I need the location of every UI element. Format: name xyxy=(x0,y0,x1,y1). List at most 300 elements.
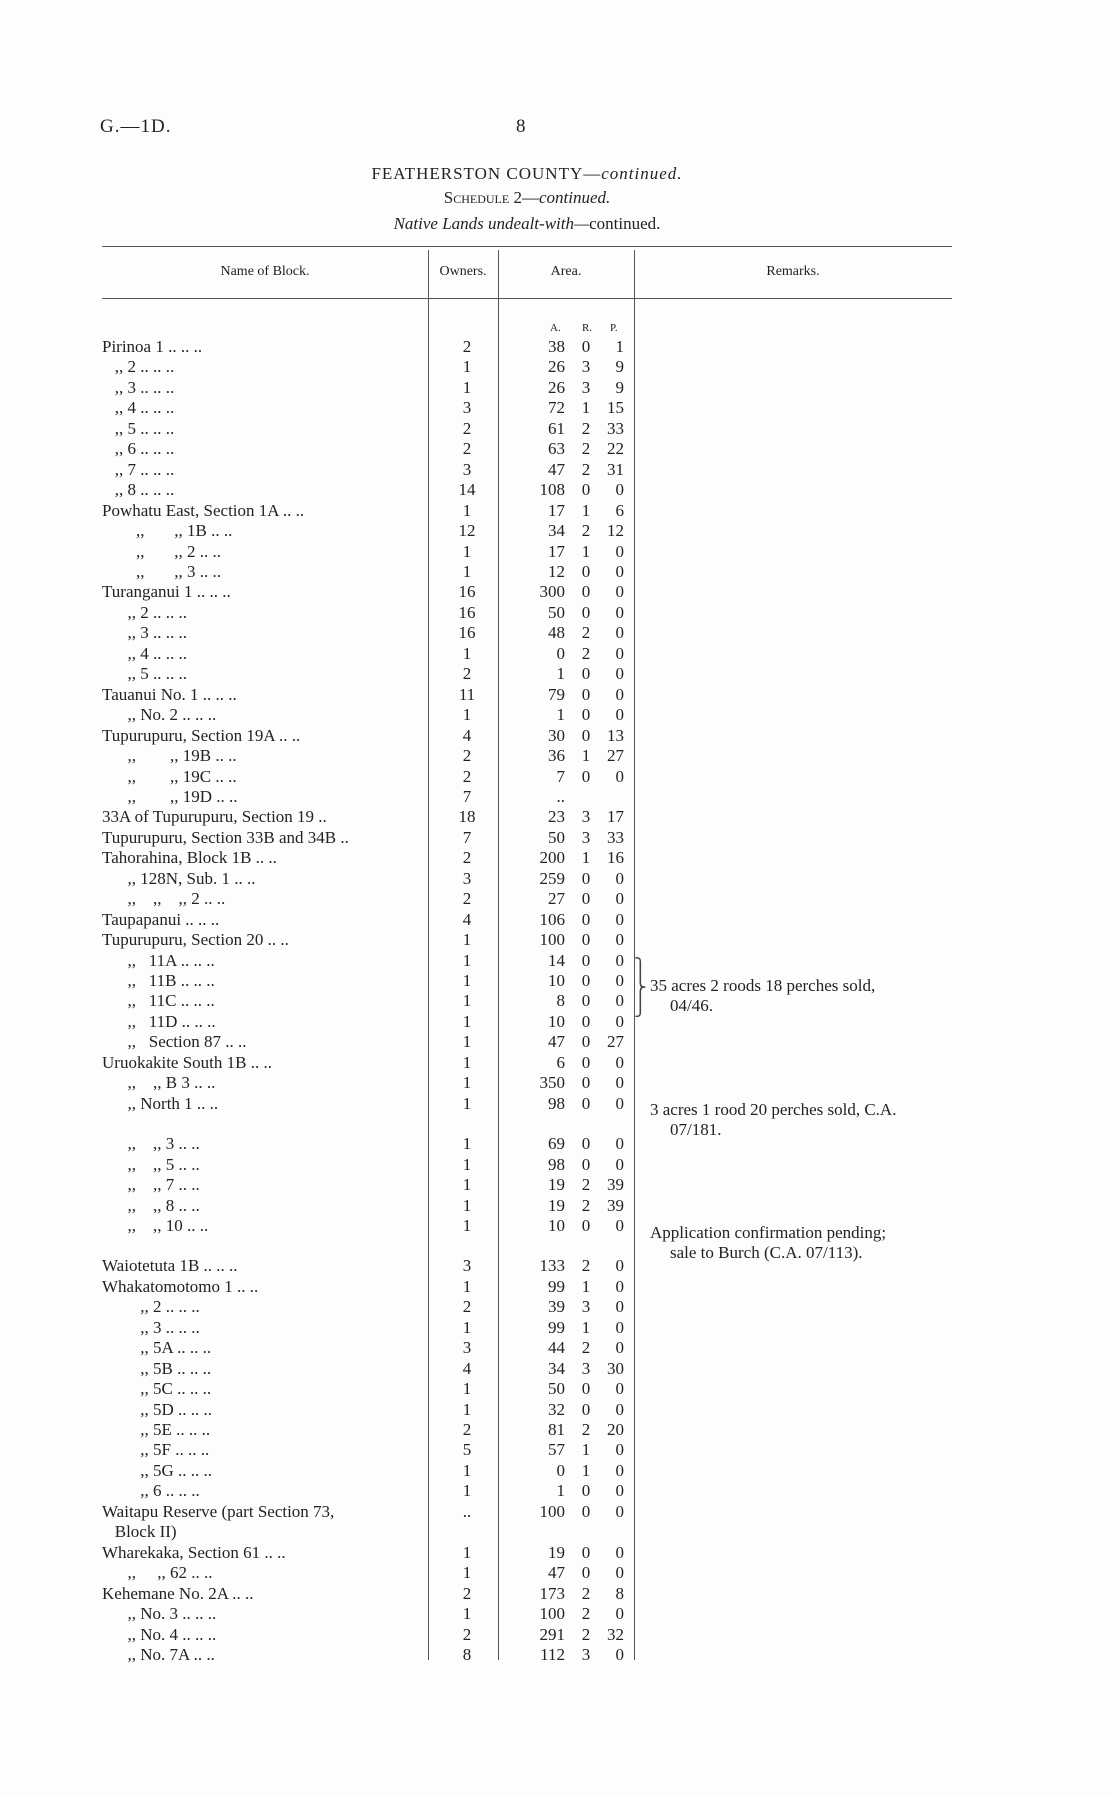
table-row xyxy=(0,582,1114,602)
block-name: ,, 2 .. .. .. xyxy=(102,602,187,622)
block-name: ,, ,, 7 .. .. xyxy=(102,1175,200,1194)
area-acres: 27 xyxy=(548,889,565,909)
block-name: ,, 128N, Sub. 1 .. .. xyxy=(102,868,256,888)
owners-count: 11 xyxy=(458,684,476,704)
block-name: ,, No. 7A .. .. xyxy=(102,1644,215,1664)
owners-count: 1 xyxy=(462,562,472,581)
area-perches: 0 xyxy=(615,1093,624,1113)
header-name-of-block: Name of Block. xyxy=(220,264,310,279)
area-roods: 1 xyxy=(581,1276,591,1296)
area-acres: 98 xyxy=(548,1154,565,1174)
schedule-title-main: Schedule 2— xyxy=(443,188,539,207)
owners-count: 2 xyxy=(462,664,472,684)
area-perches: 0 xyxy=(615,1276,624,1296)
block-name: ,, 11D .. .. .. xyxy=(102,1011,216,1031)
remark-confirmation-pending xyxy=(650,1223,950,1263)
owners-count: 2 xyxy=(462,439,472,459)
block-name: ,, 11B .. .. .. xyxy=(102,971,215,990)
subtitle-cont: continued. xyxy=(589,214,661,233)
table-row xyxy=(0,398,1114,418)
remark-line: 07/181. xyxy=(670,1120,722,1139)
area-roods: 3 xyxy=(581,357,591,377)
table-row xyxy=(0,1196,1114,1216)
table-row xyxy=(0,910,1114,930)
area-roods: 1 xyxy=(581,541,591,561)
area-perches: 15 xyxy=(607,398,624,418)
table-row xyxy=(0,1277,1114,1297)
area-perches: 16 xyxy=(607,848,624,868)
owners-count: 1 xyxy=(462,1481,472,1501)
area-perches: 0 xyxy=(615,1338,624,1358)
table-row xyxy=(0,1175,1114,1195)
area-acres: 0 xyxy=(556,643,565,663)
owners-count: 1 xyxy=(462,1542,472,1562)
area-roods: 1 xyxy=(581,848,591,868)
block-name: ,, 3 .. .. .. xyxy=(102,623,187,643)
area-roods: 0 xyxy=(581,909,591,929)
owners-count: 1 xyxy=(462,541,472,561)
area-perches: 0 xyxy=(615,1073,624,1093)
header-owners: Owners. xyxy=(439,264,487,279)
area-perches: 33 xyxy=(607,418,624,438)
area-perches: 0 xyxy=(615,664,624,684)
owners-count: 2 xyxy=(462,1624,472,1644)
area-perches: 20 xyxy=(607,1420,624,1439)
table-row xyxy=(0,439,1114,459)
area-roods: 0 xyxy=(581,1052,591,1072)
area-acres: 112 xyxy=(540,1644,565,1664)
table-row xyxy=(0,1420,1114,1440)
table-row xyxy=(0,1400,1114,1420)
area-acres: 1 xyxy=(556,705,565,725)
block-name: ,, ,, 5 .. .. xyxy=(102,1154,200,1174)
area-roods: 3 xyxy=(581,1297,591,1317)
area-perches: 0 xyxy=(615,684,624,704)
table-row xyxy=(0,1155,1114,1175)
area-acres: 50 xyxy=(548,602,565,622)
area-acres: 47 xyxy=(548,1563,565,1583)
area-roods: 0 xyxy=(581,684,591,704)
block-name: Tupurupuru, Section 20 .. .. xyxy=(102,930,289,950)
area-perches: 0 xyxy=(615,1297,624,1317)
area-acres: 48 xyxy=(548,623,565,643)
area-roods: 1 xyxy=(581,1440,591,1460)
owners-count: 1 xyxy=(462,1175,472,1194)
block-name: ,, ,, 62 .. .. xyxy=(102,1563,213,1583)
area-perches: 0 xyxy=(615,541,624,561)
table-row xyxy=(0,521,1114,541)
table-row xyxy=(0,378,1114,398)
area-perches: 0 xyxy=(615,1256,624,1276)
block-name: Block II) xyxy=(102,1522,177,1542)
block-name: ,, ,, ,, 2 .. .. xyxy=(102,889,226,909)
area-acres: 50 xyxy=(548,1379,565,1399)
block-name: ,, 5G .. .. .. xyxy=(102,1460,213,1480)
area-acres: 63 xyxy=(548,439,565,459)
table-row xyxy=(0,1359,1114,1379)
area-acres: 23 xyxy=(548,807,565,827)
owners-count: 1 xyxy=(462,950,472,970)
area-roods: 0 xyxy=(581,971,591,990)
block-name: Tupurupuru, Section 33B and 34B .. xyxy=(102,827,349,847)
table-row xyxy=(0,1481,1114,1501)
owners-count: 2 xyxy=(462,1583,472,1603)
block-name: ,, 3 .. .. .. xyxy=(102,377,175,397)
block-name: ,, 11C .. .. .. xyxy=(102,991,215,1011)
area-acres: 10 xyxy=(548,1215,565,1235)
block-name: Waitapu Reserve (part Section 73, xyxy=(102,1501,335,1521)
block-name: ,, 5B .. .. .. xyxy=(102,1358,212,1378)
area-perches: 0 xyxy=(615,602,624,622)
area-acres: 106 xyxy=(539,909,565,929)
table-row xyxy=(0,419,1114,439)
area-acres: 47 xyxy=(548,459,565,479)
area-roods: 0 xyxy=(581,889,591,909)
area-roods: 2 xyxy=(581,439,591,459)
area-acres: 19 xyxy=(548,1195,565,1215)
header-area: Area. xyxy=(550,264,582,279)
area-acres: 100 xyxy=(539,1604,565,1623)
block-name: ,, 4 .. .. .. xyxy=(102,643,187,663)
subtitle-main: Native Lands undealt-with— xyxy=(393,214,590,233)
area-perches: 0 xyxy=(615,623,624,643)
area-acres: 200 xyxy=(539,848,565,868)
table-row xyxy=(0,1073,1114,1093)
area-perches: 13 xyxy=(607,725,624,745)
page-ref: G.—1D. xyxy=(100,116,172,137)
area-perches: 0 xyxy=(615,766,624,786)
owners-count: .. xyxy=(462,1501,472,1521)
area-acres: 30 xyxy=(548,725,565,745)
table-row xyxy=(0,787,1114,807)
owners-count: 1 xyxy=(462,500,472,520)
area-acres: 32 xyxy=(548,1399,565,1419)
table-row xyxy=(0,562,1114,582)
area-acres: 10 xyxy=(548,1011,565,1031)
area-roods: 0 xyxy=(581,1501,591,1521)
area-acres: 300 xyxy=(539,582,565,602)
area-acres: 108 xyxy=(539,480,565,500)
remark-brace: ⎫ xyxy=(634,958,647,977)
area-perches: 0 xyxy=(615,909,624,929)
table-row xyxy=(0,623,1114,643)
area-roods: 3 xyxy=(581,1644,591,1664)
area-roods: 0 xyxy=(581,1093,591,1113)
owners-count: 5 xyxy=(462,1440,472,1460)
area-perches: 27 xyxy=(607,1032,624,1052)
area-acres: 1 xyxy=(556,664,565,684)
area-roods: 0 xyxy=(581,1134,591,1154)
area-acres: 7 xyxy=(556,766,565,786)
area-acres: 133 xyxy=(539,1256,565,1276)
area-perches: 0 xyxy=(615,582,624,602)
area-roods: 0 xyxy=(581,602,591,622)
owners-count: 1 xyxy=(462,1604,472,1623)
area-perches: 0 xyxy=(615,1604,624,1623)
table-row xyxy=(0,1032,1114,1052)
area-perches: 0 xyxy=(615,1215,624,1235)
owners-count: 1 xyxy=(462,1563,472,1583)
owners-count: 18 xyxy=(458,807,476,827)
block-name: ,, Section 87 .. .. xyxy=(102,1032,247,1052)
table-row xyxy=(0,930,1114,950)
remark-line: 04/46. xyxy=(670,996,713,1015)
block-name: Tauanui No. 1 .. .. .. xyxy=(102,684,237,704)
area-roods: 0 xyxy=(581,766,591,786)
owners-count: 1 xyxy=(462,1276,472,1296)
area-perches: 0 xyxy=(615,991,624,1011)
area-roods: 1 xyxy=(581,1317,591,1337)
owners-count: 3 xyxy=(462,1256,472,1276)
block-name: ,, 5F .. .. .. xyxy=(102,1440,210,1460)
table-row xyxy=(0,664,1114,684)
owners-count: 2 xyxy=(462,1297,472,1317)
owners-count: 1 xyxy=(462,357,472,377)
county-title-main: FEATHERSTON COUNTY— xyxy=(371,164,602,183)
block-name: ,, ,, 8 .. .. xyxy=(102,1195,200,1215)
table-row xyxy=(0,726,1114,746)
area-perches: 0 xyxy=(615,705,624,725)
remark-line: 35 acres 2 roods 18 perches sold, xyxy=(650,976,876,995)
owners-count: 1 xyxy=(462,1052,472,1072)
area-acres: 36 xyxy=(548,746,565,765)
table-row xyxy=(0,685,1114,705)
unit-roods: R. xyxy=(582,322,593,334)
area-perches: 0 xyxy=(615,1052,624,1072)
owners-count: 1 xyxy=(462,1379,472,1399)
area-roods: 2 xyxy=(581,1338,591,1358)
block-name: ,, 6 .. .. .. xyxy=(102,1481,200,1501)
area-roods: 0 xyxy=(581,725,591,745)
area-roods: 0 xyxy=(581,1379,591,1399)
area-roods: 3 xyxy=(581,377,591,397)
area-acres: 19 xyxy=(548,1542,565,1562)
area-acres: .. xyxy=(556,786,565,806)
area-acres: 0 xyxy=(556,1460,565,1480)
owners-count: 2 xyxy=(462,746,472,765)
area-perches: 0 xyxy=(615,889,624,909)
area-acres: 173 xyxy=(539,1583,565,1603)
area-roods: 0 xyxy=(581,991,591,1011)
area-roods: 1 xyxy=(581,1460,591,1480)
area-acres: 34 xyxy=(548,1358,565,1378)
remark-line: 3 acres 1 rood 20 perches sold, C.A. xyxy=(650,1100,897,1119)
unit-perches: P. xyxy=(610,322,618,334)
owners-count: 3 xyxy=(462,459,472,479)
area-acres: 72 xyxy=(548,398,565,418)
area-perches: 33 xyxy=(607,827,624,847)
area-acres: 350 xyxy=(539,1073,565,1093)
area-acres: 10 xyxy=(548,971,565,990)
area-roods: 0 xyxy=(581,562,591,581)
table-row xyxy=(0,357,1114,377)
area-perches: 8 xyxy=(615,1583,624,1603)
block-name: ,, ,, B 3 .. .. xyxy=(102,1073,216,1093)
owners-count: 16 xyxy=(458,623,476,643)
area-perches: 0 xyxy=(615,1481,624,1501)
area-acres: 26 xyxy=(548,377,565,397)
area-perches: 0 xyxy=(615,1317,624,1337)
owners-count: 1 xyxy=(462,930,472,950)
area-roods: 0 xyxy=(581,1215,591,1235)
area-roods: 0 xyxy=(581,582,591,602)
area-perches: 0 xyxy=(615,562,624,581)
table-row xyxy=(0,951,1114,971)
area-acres: 8 xyxy=(556,991,565,1011)
owners-count: 1 xyxy=(462,991,472,1011)
area-acres: 38 xyxy=(548,337,565,356)
area-perches: 0 xyxy=(615,1644,624,1664)
area-perches: 32 xyxy=(607,1624,624,1644)
owners-count: 1 xyxy=(462,1134,472,1154)
owners-count: 1 xyxy=(462,1195,472,1215)
block-name: ,, 2 .. .. .. xyxy=(102,1297,200,1317)
block-name: ,, ,, 19C .. .. xyxy=(102,766,237,786)
table-row xyxy=(0,1522,1114,1542)
area-acres: 99 xyxy=(548,1276,565,1296)
block-name: Waiotetuta 1B .. .. .. xyxy=(102,1256,238,1276)
table-row xyxy=(0,1379,1114,1399)
owners-count: 1 xyxy=(462,643,472,663)
table-row xyxy=(0,337,1114,357)
table-row xyxy=(0,869,1114,889)
area-acres: 81 xyxy=(548,1420,565,1439)
owners-count: 12 xyxy=(458,521,476,540)
area-perches: 0 xyxy=(615,1011,624,1031)
area-roods: 3 xyxy=(581,827,591,847)
block-name: Tupurupuru, Section 19A .. .. xyxy=(102,725,301,745)
area-acres: 6 xyxy=(556,1052,565,1072)
owners-count: 1 xyxy=(462,1032,472,1052)
area-roods: 0 xyxy=(581,1011,591,1031)
table-row xyxy=(0,848,1114,868)
area-acres: 1 xyxy=(556,1481,565,1501)
area-perches: 0 xyxy=(615,1563,624,1583)
area-roods: 1 xyxy=(581,746,591,765)
area-roods: 2 xyxy=(581,1583,591,1603)
block-name: Whakatomotomo 1 .. .. xyxy=(102,1276,259,1296)
area-roods: 0 xyxy=(581,705,591,725)
area-acres: 17 xyxy=(548,541,565,561)
owners-count: 4 xyxy=(462,725,472,745)
block-name: Wharekaka, Section 61 .. .. xyxy=(102,1542,286,1562)
area-acres: 26 xyxy=(548,357,565,377)
area-roods: 3 xyxy=(581,807,591,827)
owners-count: 7 xyxy=(462,786,472,806)
owners-count: 4 xyxy=(462,909,472,929)
area-roods: 0 xyxy=(581,868,591,888)
area-perches: 0 xyxy=(615,1379,624,1399)
owners-count: 2 xyxy=(462,1420,472,1439)
area-roods: 0 xyxy=(581,930,591,950)
unit-acres: A. xyxy=(550,322,561,334)
block-name: ,, 8 .. .. .. xyxy=(102,480,175,500)
area-roods: 0 xyxy=(581,337,591,356)
area-perches: 31 xyxy=(607,459,624,479)
area-roods: 2 xyxy=(581,643,591,663)
block-name: ,, 5 .. .. .. xyxy=(102,664,187,684)
area-acres: 34 xyxy=(548,521,565,540)
table-row xyxy=(0,1318,1114,1338)
area-roods: 3 xyxy=(581,1358,591,1378)
county-title-cont: continued. xyxy=(601,164,683,183)
table-row xyxy=(0,1502,1114,1522)
page-number: 8 xyxy=(516,116,526,137)
block-name: ,, 2 .. .. .. xyxy=(102,357,175,377)
table-row xyxy=(0,1625,1114,1645)
table-row xyxy=(0,603,1114,623)
table-row xyxy=(0,767,1114,787)
remark-line: sale to Burch (C.A. 07/113). xyxy=(670,1243,863,1262)
area-acres: 79 xyxy=(548,684,565,704)
area-acres: 100 xyxy=(539,930,565,950)
table-row xyxy=(0,644,1114,664)
area-perches: 27 xyxy=(607,746,624,765)
area-roods: 0 xyxy=(581,1542,591,1562)
owners-count: 8 xyxy=(462,1644,472,1664)
table-row xyxy=(0,1543,1114,1563)
area-perches: 1 xyxy=(615,337,624,356)
table-row xyxy=(0,1053,1114,1073)
owners-count: 1 xyxy=(462,1460,472,1480)
area-perches: 0 xyxy=(615,480,624,500)
area-roods: 0 xyxy=(581,1073,591,1093)
table-row xyxy=(0,1563,1114,1583)
area-acres: 12 xyxy=(548,562,565,581)
area-perches: 0 xyxy=(615,1134,624,1154)
owners-count: 1 xyxy=(462,377,472,397)
table-row xyxy=(0,542,1114,562)
area-roods: 0 xyxy=(581,664,591,684)
owners-count: 3 xyxy=(462,868,472,888)
owners-count: 3 xyxy=(462,1338,472,1358)
header-remarks: Remarks. xyxy=(766,264,820,279)
area-roods: 2 xyxy=(581,1195,591,1215)
block-name: ,, 5D .. .. .. xyxy=(102,1399,213,1419)
block-name: ,, ,, 3 .. .. xyxy=(102,562,221,581)
owners-count: 1 xyxy=(462,1011,472,1031)
block-name: 33A of Tupurupuru, Section 19 .. xyxy=(102,807,327,827)
area-perches: 0 xyxy=(615,1399,624,1419)
block-name: Turanganui 1 .. .. .. xyxy=(102,582,231,602)
area-roods: 0 xyxy=(581,1399,591,1419)
block-name: ,, No. 3 .. .. .. xyxy=(102,1604,217,1623)
block-name: Powhatu East, Section 1A .. .. xyxy=(102,500,305,520)
owners-count: 14 xyxy=(458,480,476,500)
area-perches: 9 xyxy=(615,377,624,397)
table-row xyxy=(0,807,1114,827)
remark-brace: ⎬ xyxy=(634,978,647,997)
block-name: ,, No. 2 .. .. .. xyxy=(102,705,217,725)
table-row xyxy=(0,1645,1114,1665)
area-perches: 6 xyxy=(615,500,624,520)
area-perches: 12 xyxy=(607,521,624,540)
area-acres: 99 xyxy=(548,1317,565,1337)
area-acres: 100 xyxy=(539,1501,565,1521)
area-roods: 0 xyxy=(581,1563,591,1583)
block-name: ,, 5A .. .. .. xyxy=(102,1338,212,1358)
table-row xyxy=(0,1440,1114,1460)
owners-count: 2 xyxy=(462,766,472,786)
area-acres: 50 xyxy=(548,827,565,847)
block-name: ,, 4 .. .. .. xyxy=(102,398,175,418)
block-name: ,, ,, 3 .. .. xyxy=(102,1134,200,1154)
owners-count: 1 xyxy=(462,1317,472,1337)
block-name: Uruokakite South 1B .. .. xyxy=(102,1052,272,1072)
area-perches: 9 xyxy=(615,357,624,377)
owners-count: 2 xyxy=(462,418,472,438)
block-name: Kehemane No. 2A .. .. xyxy=(102,1583,254,1603)
